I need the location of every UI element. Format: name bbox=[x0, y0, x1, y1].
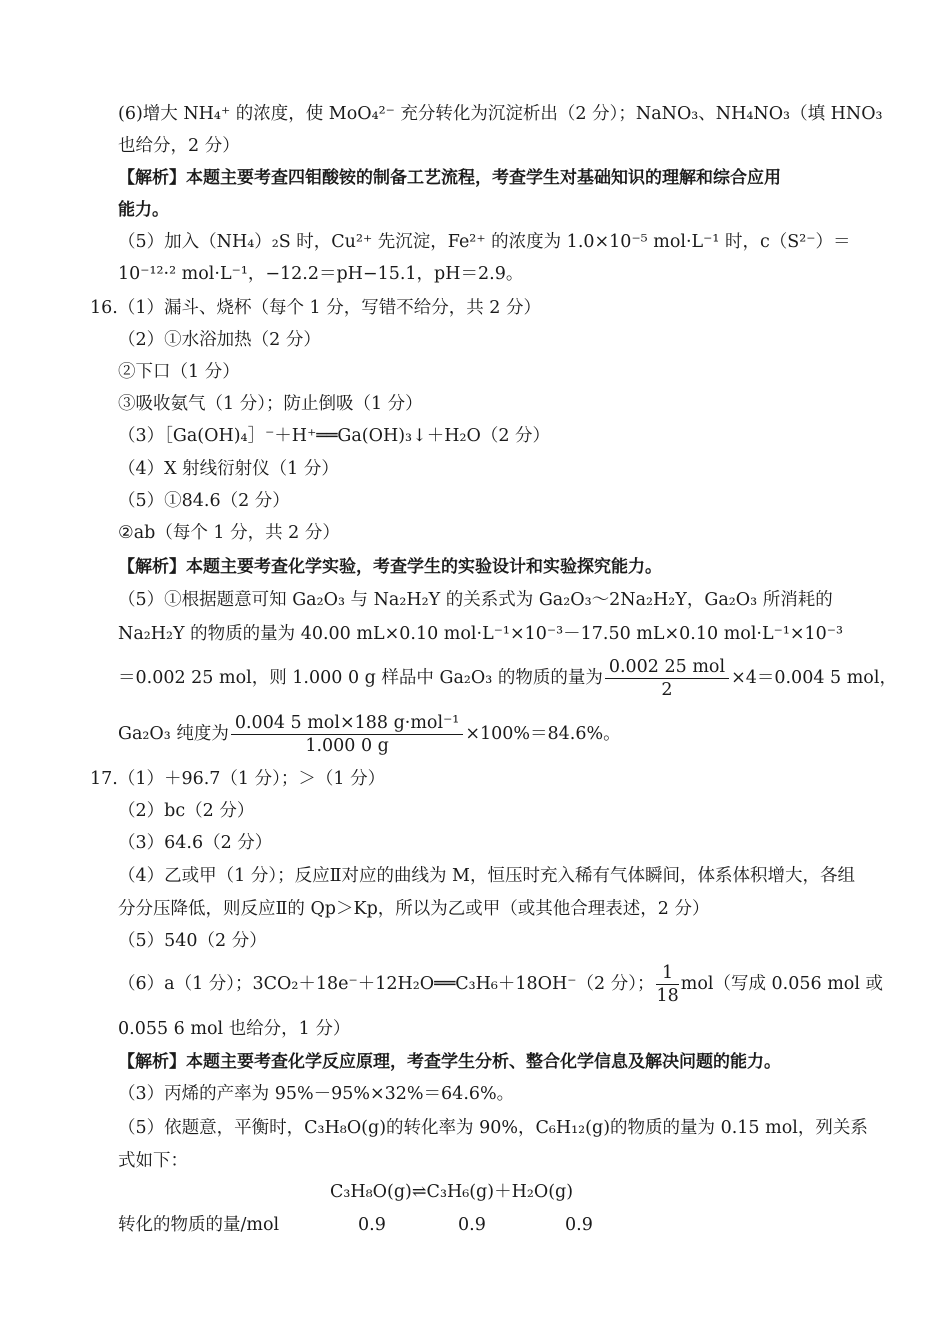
fraction-numerator: 0.002 25 mol bbox=[605, 656, 729, 679]
analysis-heading: 【解析】本题主要考查四钼酸铵的制备工艺流程，考查学生对基础知识的理解和综合应用 bbox=[118, 168, 781, 188]
analysis-heading: 【解析】本题主要考查化学实验，考查学生的实验设计和实验探究能力。 bbox=[118, 557, 662, 577]
text-line: Na₂H₂Y 的物质的量为 40.00 mL×0.10 mol·L⁻¹×10⁻³－17.50 mL×0.10 mol·L⁻¹×10⁻³ bbox=[118, 624, 844, 644]
table-cell: 0.9 bbox=[358, 1215, 386, 1235]
fraction-numerator: 0.004 5 mol×188 g·mol⁻¹ bbox=[231, 712, 463, 735]
fraction-numerator: 1 bbox=[656, 962, 678, 985]
text-line: （5）依题意，平衡时，C₃H₈O(g)的转化率为 90%，C₆H₁₂(g)的物质的量为 0.15 mol，列关系 bbox=[118, 1118, 868, 1138]
text-line: （4）乙或甲（1 分）；反应Ⅱ对应的曲线为 M，恒压时充入稀有气体瞬间，体系体积增大，各组 bbox=[118, 866, 855, 886]
fraction-denominator: 18 bbox=[656, 986, 679, 1006]
fraction-suffix: ×4＝0.004 5 mol， bbox=[731, 668, 897, 688]
text-line: 0.055 6 mol 也给分，1 分） bbox=[118, 1019, 351, 1039]
text-line: 也给分，2 分） bbox=[118, 136, 240, 156]
fraction-suffix: mol（写成 0.056 mol 或 bbox=[680, 974, 883, 994]
text-line: ③吸收氨气（1 分）；防止倒吸（1 分） bbox=[118, 394, 423, 414]
fraction-line bbox=[118, 962, 883, 1007]
fraction bbox=[231, 712, 463, 757]
text-line: （3）丙烯的产率为 95%－95%×32%＝64.6%。 bbox=[118, 1084, 515, 1104]
question-17: 17.（1）＋96.7（1 分）；＞（1 分） bbox=[90, 769, 386, 789]
text-line: 式如下： bbox=[118, 1151, 188, 1171]
fraction-denominator: 1.000 0 g bbox=[305, 736, 389, 756]
fraction-prefix: Ga₂O₃ 纯度为 bbox=[118, 724, 229, 744]
fraction-prefix: （6）a（1 分）；3CO₂＋18e⁻＋12H₂O══C₃H₆＋18OH⁻（2 分）； bbox=[118, 974, 655, 994]
fraction-line bbox=[118, 656, 897, 701]
analysis-heading: 【解析】本题主要考查化学反应原理，考查学生分析、整合化学信息及解决问题的能力。 bbox=[118, 1052, 781, 1072]
fraction bbox=[605, 656, 729, 701]
analysis-heading: 能力。 bbox=[118, 200, 169, 220]
text-line: （4）X 射线衍射仪（1 分） bbox=[118, 459, 339, 479]
text-line: (6)增大 NH₄⁺ 的浓度，使 MoO₄²⁻ 充分转化为沉淀析出（2 分）；NaNO₃、NH₄NO₃（填 HNO₃ bbox=[118, 104, 883, 124]
text-line: （3）64.6（2 分） bbox=[118, 833, 273, 853]
text-line: （3）［Ga(OH)₄］⁻＋H⁺══Ga(OH)₃↓＋H₂O（2 分） bbox=[118, 426, 551, 446]
text-line: （5）①根据题意可知 Ga₂O₃ 与 Na₂H₂Y 的关系式为 Ga₂O₃～2Na₂H₂Y，Ga₂O₃ 所消耗的 bbox=[118, 590, 833, 610]
fraction-line bbox=[118, 712, 621, 757]
text-line: （5）①84.6（2 分） bbox=[118, 491, 290, 511]
text-line: 10⁻¹²·² mol·L⁻¹，−12.2＝pH−15.1，pH＝2.9。 bbox=[118, 264, 524, 284]
text-line: （5）加入（NH₄）₂S 时，Cu²⁺ 先沉淀，Fe²⁺ 的浓度为 1.0×10⁻⁵ mol·L⁻¹ 时，c（S²⁻）＝ bbox=[118, 232, 851, 252]
text-line: （2）bc（2 分） bbox=[118, 801, 255, 821]
table-row-label: 转化的物质的量/mol bbox=[118, 1215, 280, 1235]
table-cell: 0.9 bbox=[565, 1215, 593, 1235]
table-cell: 0.9 bbox=[458, 1215, 486, 1235]
fraction-denominator: 2 bbox=[661, 680, 673, 700]
fraction-prefix: ＝0.002 25 mol，则 1.000 0 g 样品中 Ga₂O₃ 的物质的量为 bbox=[118, 668, 603, 688]
text-line: （5）540（2 分） bbox=[118, 931, 267, 951]
question-16: 16.（1）漏斗、烧杯（每个 1 分，写错不给分，共 2 分） bbox=[90, 298, 541, 318]
text-line: （2）①水浴加热（2 分） bbox=[118, 330, 321, 350]
reaction-equation: C₃H₈O(g)⇌C₃H₆(g)＋H₂O(g) bbox=[330, 1182, 574, 1202]
text-line: ②ab（每个 1 分，共 2 分） bbox=[118, 523, 340, 543]
fraction-suffix: ×100%＝84.6%。 bbox=[465, 724, 621, 744]
text-line: 分分压降低，则反应Ⅱ的 Qp＞Kp，所以为乙或甲（或其他合理表述，2 分） bbox=[118, 899, 710, 919]
fraction bbox=[656, 962, 678, 1007]
text-line: ②下口（1 分） bbox=[118, 362, 240, 382]
